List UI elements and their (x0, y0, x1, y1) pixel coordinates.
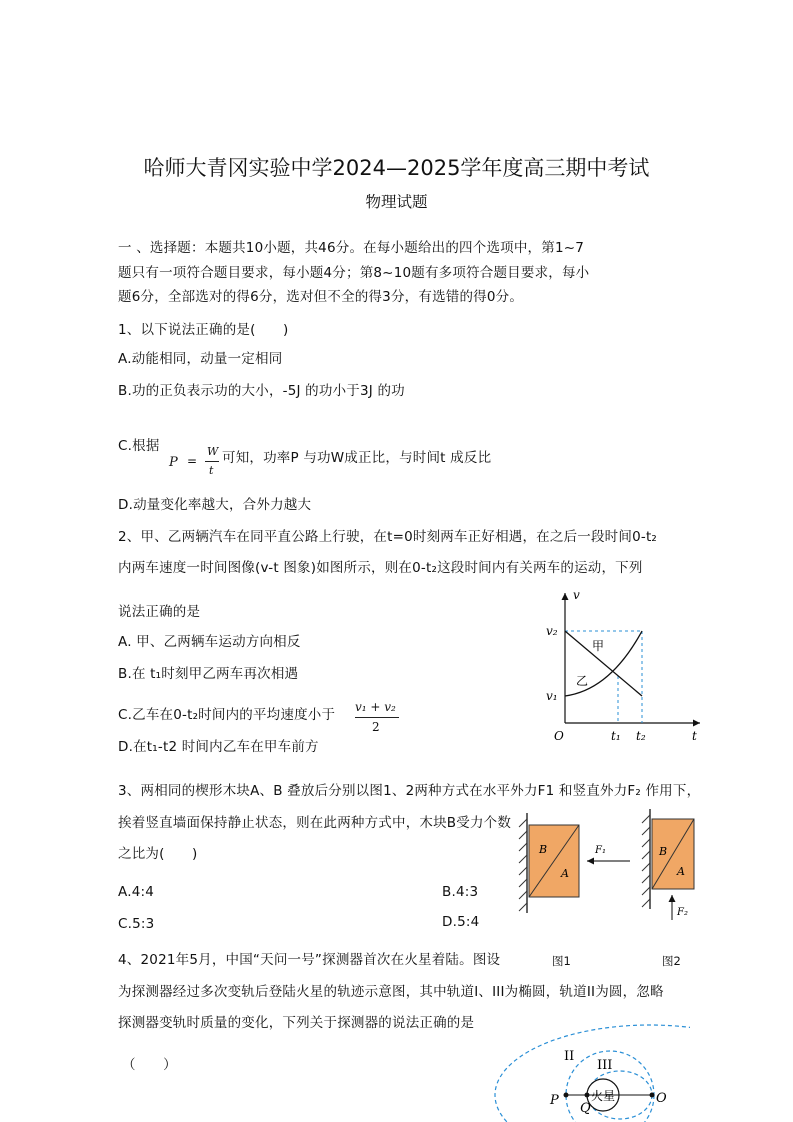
q1-option-d: D.动量变化率越大，合外力越大 (118, 497, 312, 513)
q3-option-b: B.4:3 (442, 884, 479, 900)
formula-equals: = (187, 454, 198, 468)
q3-stem-line1: 3、两相同的楔形木块A、B 叠放后分别以图1、2两种方式在水平外力F1 和竖直外力F₂ 作用下， (118, 783, 701, 799)
fraction-numerator: v₁ + v₂ (355, 700, 396, 714)
q3-option-d: D.5:4 (442, 914, 480, 930)
q3-wedge-figures (515, 805, 700, 970)
q4-stem-line1: 4、2021年5月，中国“天问一号”探测器首次在火星着陆。图设 (118, 952, 501, 968)
mars-label: 火星 (591, 1089, 616, 1103)
fraction-denominator: 2 (372, 720, 380, 734)
fig1-block-b: B (539, 843, 548, 856)
origin-label: O (554, 729, 564, 743)
q1-option-c-suffix: 可知，功率P 与功W成正比，与时间t 成反比 (222, 450, 492, 466)
figure1-caption: 图1 (552, 954, 571, 968)
q2-option-c: C.乙车在0-t₂时间内的平均速度小于 (118, 707, 336, 723)
point-q (585, 1093, 590, 1098)
q2-stem-line2: 内两车速度一时间图像(v-t 图象)如图所示，则在0-t₂这段时间内有关两车的运动，下列 (118, 560, 643, 576)
p-label: P (550, 1093, 559, 1108)
q1-option-b: B.功的正负表示功的大小，-5J 的功小于3J 的功 (118, 383, 405, 399)
formula-numerator: W (207, 445, 219, 458)
section-instructions-line3: 题6分，全部选对的得6分，选对但不全的得3分，有选错的得0分。 (118, 289, 524, 305)
q2-stem-line3: 说法正确的是 (118, 604, 201, 620)
fig1-block-a: A (561, 867, 569, 880)
figure-2 (642, 809, 694, 920)
point-p (564, 1093, 569, 1098)
formula-p: P (169, 455, 178, 470)
page-title: 哈师大青冈实验中学2024—2025学年度高三期中考试 (143, 156, 650, 180)
t1-label: t₁ (611, 729, 621, 743)
section-instructions-line1: 一 、选择题：本题共10小题，共46分。在每小题给出的四个选项中，第1~7 (118, 240, 585, 256)
q3-option-c: C.5:3 (118, 916, 155, 932)
point-o (650, 1093, 655, 1098)
jia-label: 甲 (592, 639, 605, 653)
q4-answer-paren: （ ） (122, 1057, 177, 1073)
q4-stem-line2: 为探测器经过多次变轨后登陆火星的轨迹示意图，其中轨道I、III为椭圆，轨道II为圆，忽略 (118, 984, 664, 1000)
q1-option-c-prefix: C.根据 (118, 438, 160, 454)
q2-vt-graph (540, 585, 710, 745)
q4-orbit-diagram (480, 1022, 690, 1122)
page-subtitle: 物理试题 (365, 193, 428, 211)
q1-option-a: A.动能相同，动量一定相同 (118, 351, 283, 367)
orbit-ii-label: II (564, 1049, 575, 1064)
q2-stem-line1: 2、甲、乙两辆汽车在同平直公路上行驶，在t=0时刻两车正好相遇，在之后一段时间0-t₂ (118, 529, 658, 545)
q2-option-a: A. 甲、乙两辆车运动方向相反 (118, 634, 301, 650)
q2-option-b: B.在 t₁时刻甲乙两车再次相遇 (118, 666, 299, 682)
yi-label: 乙 (576, 674, 589, 688)
t2-label: t₂ (636, 729, 646, 743)
fraction-bar (355, 717, 399, 718)
v1-label: v₁ (546, 689, 558, 703)
q3-option-a: A.4:4 (118, 884, 155, 900)
axis-v-label: v (573, 588, 580, 602)
fig1-f1-label: F₁ (595, 845, 606, 856)
axis-t-label: t (692, 729, 697, 743)
orbit-iii-label: III (597, 1058, 613, 1073)
q-label: Q (580, 1101, 591, 1116)
o-label: O (656, 1091, 667, 1106)
formula-fraction-bar (205, 461, 219, 462)
q4-stem-line3: 探测器变轨时质量的变化，下列关于探测器的说法正确的是 (118, 1015, 475, 1031)
formula-denominator: t (209, 464, 214, 477)
q1-stem: 1、以下说法正确的是( ) (118, 322, 289, 338)
q2-option-d: D.在t₁-t2 时间内乙车在甲车前方 (118, 739, 319, 755)
fig2-block-b: B (659, 845, 668, 858)
figure-1 (519, 813, 630, 913)
fig2-f2-label: F₂ (677, 907, 688, 918)
v2-label: v₂ (546, 624, 558, 638)
section-instructions-line2: 题只有一项符合题目要求，每小题4分；第8~10题有多项符合题目要求，每小 (118, 265, 590, 281)
fig2-block-a: A (677, 865, 685, 878)
figure2-caption: 图2 (662, 954, 681, 968)
q3-stem-line3: 之比为( ) (118, 846, 198, 862)
q3-stem-line2: 挨着竖直墙面保持静止状态，则在此两种方式中，木块B受力个数 (118, 815, 512, 831)
